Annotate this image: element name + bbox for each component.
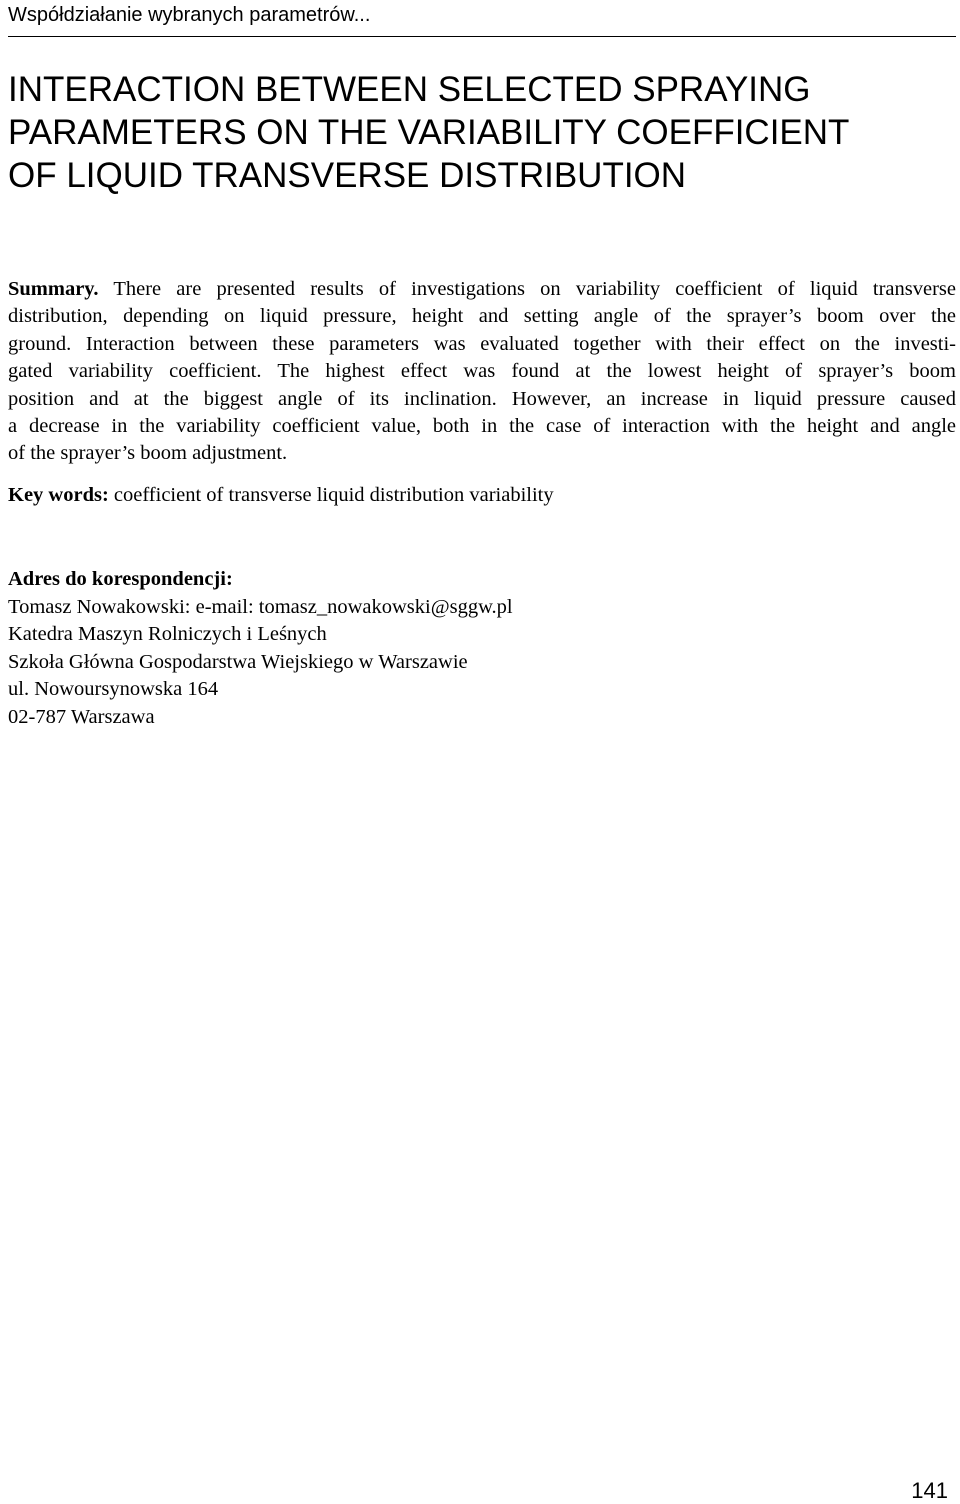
summary-line: of the sprayer’s boom adjustment. [8, 442, 288, 465]
summary-line-text: There are presented results of investigations on variability coefficient of liquid transverse [98, 278, 956, 300]
summary-line: ground. Interaction between these parameters was evaluated together with their effect on the investi- [8, 332, 956, 355]
paper-title [8, 68, 948, 197]
correspondence-author-email: Tomasz Nowakowski: e-mail: tomasz_nowakowski@sggw.pl [8, 595, 513, 618]
correspondence-address [8, 566, 513, 731]
correspondence-university: Szkoła Główna Gospodarstwa Wiejskiego w Warszawie [8, 650, 468, 673]
summary-line: position and at the biggest angle of its inclination. However, an increase in liquid pressure caused [8, 387, 956, 410]
running-header: Współdziałanie wybranych parametrów... [8, 4, 371, 26]
correspondence-city: 02-787 Warszawa [8, 705, 155, 728]
summary-label: Summary. [8, 278, 99, 300]
title-line: PARAMETERS ON THE VARIABILITY COEFFICIENT [8, 113, 850, 152]
correspondence-street: ul. Nowoursynowska 164 [8, 678, 219, 700]
summary-line: gated variability coefficient. The highest effect was found at the lowest height of sprayer’s boom [8, 360, 956, 383]
correspondence-department: Katedra Maszyn Rolniczych i Leśnych [8, 623, 327, 645]
title-line: OF LIQUID TRANSVERSE DISTRIBUTION [8, 156, 687, 195]
summary-line [8, 276, 956, 303]
page-number: 141 [911, 1478, 948, 1503]
header-rule [8, 36, 956, 37]
correspondence-label: Adres do korespondencji: [8, 568, 233, 590]
keywords-label: Key words: [8, 484, 109, 506]
summary-line: a decrease in the variability coefficient value, both in the case of interaction with the height and angle [8, 415, 956, 438]
keywords-text: coefficient of transverse liquid distribution variability [108, 484, 554, 506]
summary-paragraph [8, 276, 956, 468]
summary-line: distribution, depending on liquid pressure, height and setting angle of the sprayer’s boom over the [8, 305, 956, 328]
keywords [8, 482, 554, 509]
title-line: INTERACTION BETWEEN SELECTED SPRAYING [8, 70, 811, 109]
